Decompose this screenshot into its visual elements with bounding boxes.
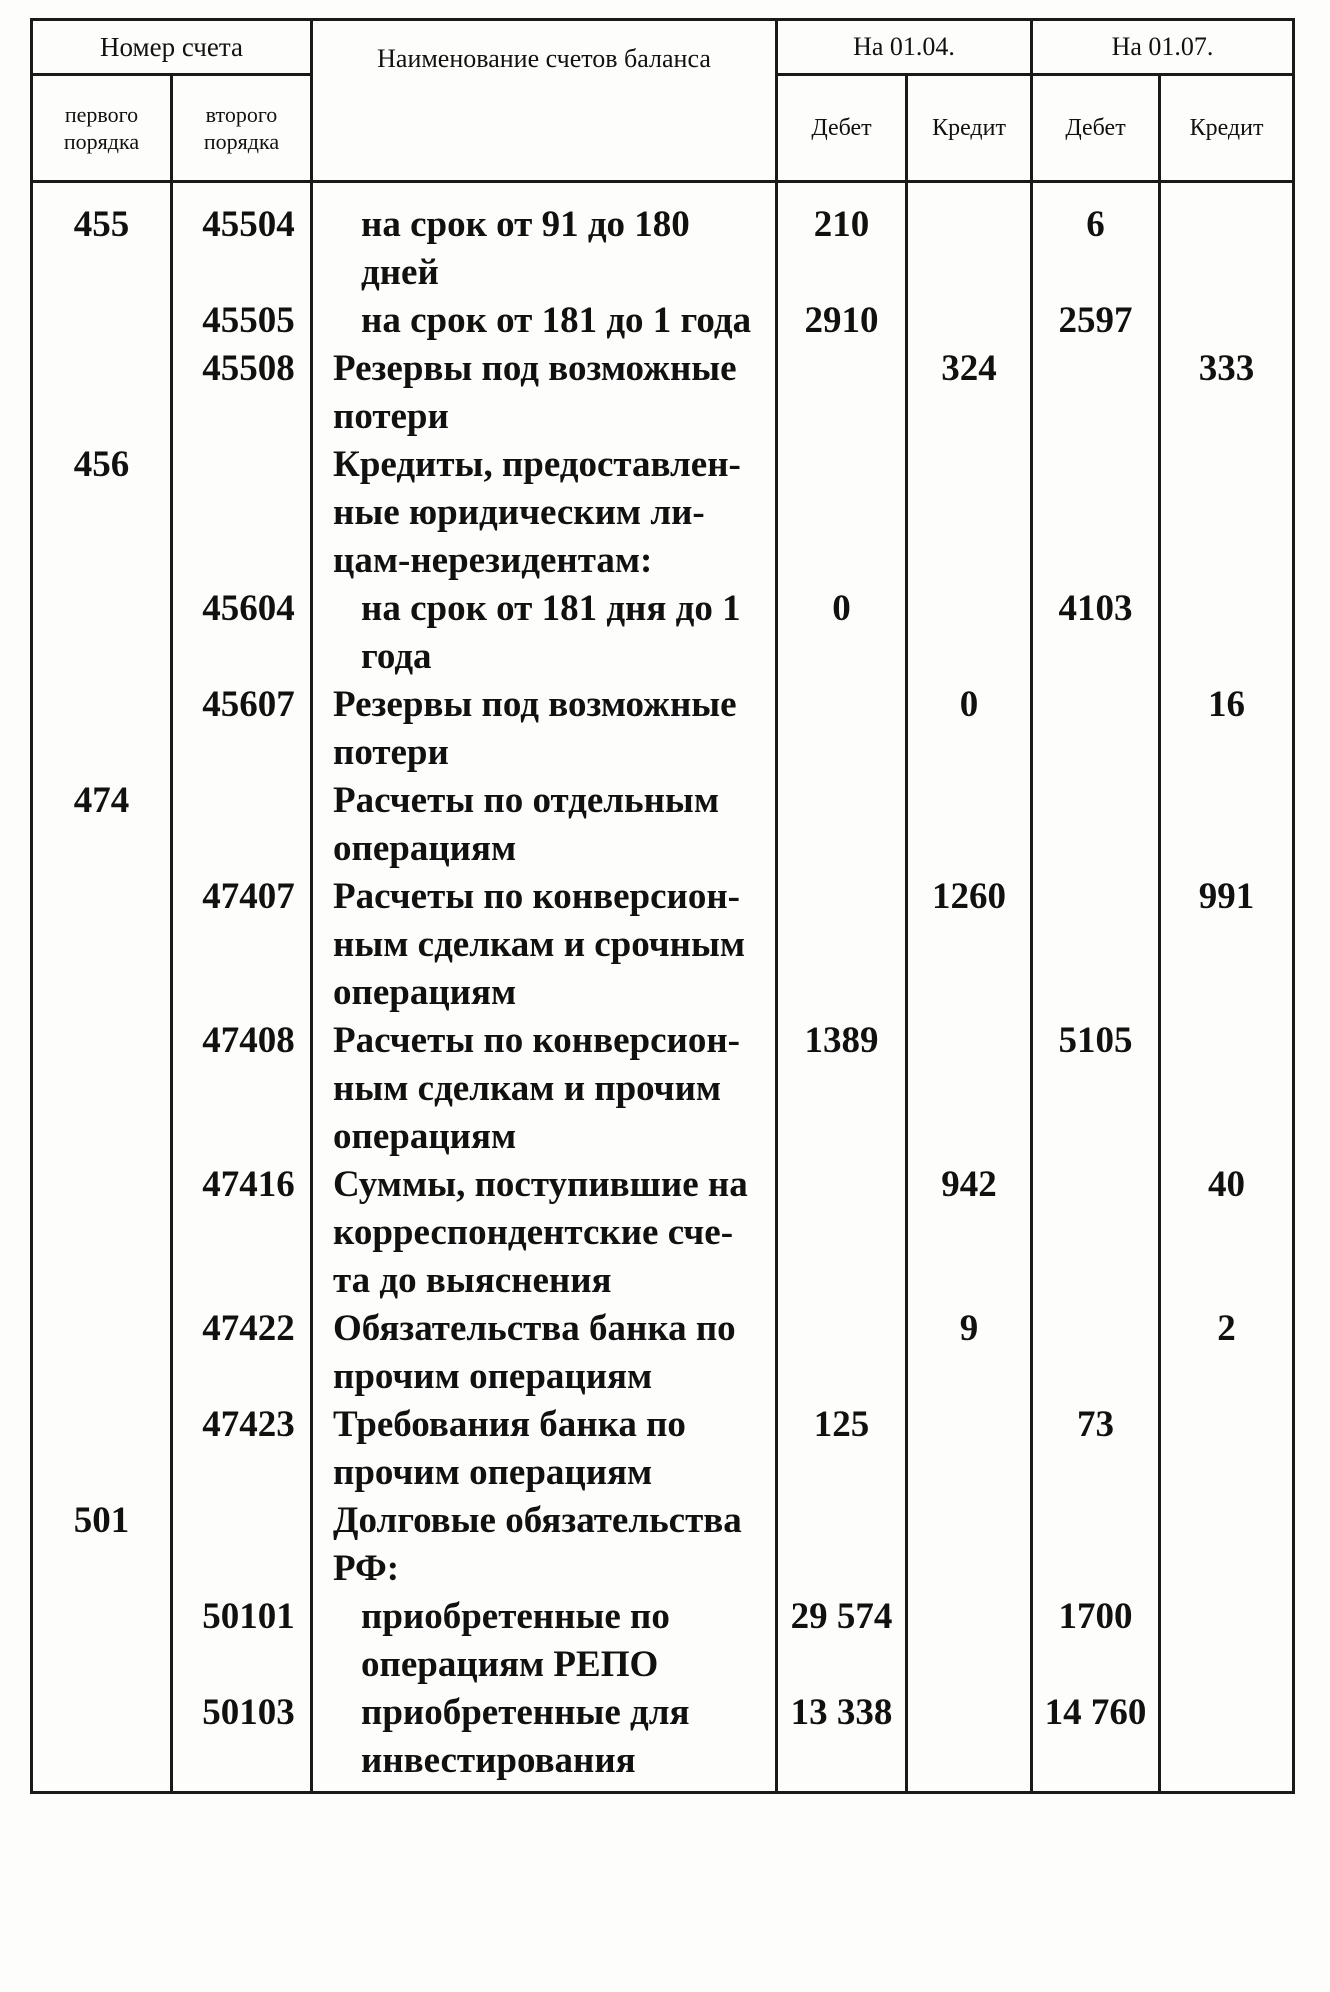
account-name-header: Наименование счетов баланса xyxy=(312,20,777,182)
first-order-account xyxy=(32,1689,172,1793)
period-2-debit: 2597 xyxy=(1032,297,1160,345)
period-1-debit xyxy=(777,441,907,585)
second-order-account: 47416 xyxy=(172,1161,312,1305)
period-2-credit xyxy=(1160,1401,1294,1497)
second-order-account: 45607 xyxy=(172,681,312,777)
period-2-credit xyxy=(1160,297,1294,345)
period-2-credit-header: Кредит xyxy=(1160,75,1294,182)
first-order-account xyxy=(32,1401,172,1497)
first-order-account xyxy=(32,873,172,1017)
table-row xyxy=(32,441,1294,585)
period-1-debit xyxy=(777,345,907,441)
account-name: на срок от 181 дня до 1 года xyxy=(312,585,777,681)
period-2-credit: 333 xyxy=(1160,345,1294,441)
period-2-credit xyxy=(1160,1593,1294,1689)
account-name: Расчеты по конверсион-ным сделкам и прочим операциям xyxy=(312,1017,777,1161)
period-2-debit xyxy=(1032,1497,1160,1593)
period-1-debit xyxy=(777,777,907,873)
period-1-debit: 13 338 xyxy=(777,1689,907,1793)
period-1-credit xyxy=(907,1497,1032,1593)
second-order-header: второго порядка xyxy=(172,75,312,182)
table-header xyxy=(32,20,1294,182)
account-name: приобретенные для инвестирования xyxy=(312,1689,777,1793)
period-1-credit xyxy=(907,777,1032,873)
period-1-debit: 29 574 xyxy=(777,1593,907,1689)
first-order-account xyxy=(32,681,172,777)
period-1-credit: 9 xyxy=(907,1305,1032,1401)
period-2-credit xyxy=(1160,777,1294,873)
period-1-credit-header: Кредит xyxy=(907,75,1032,182)
period-1-debit xyxy=(777,1305,907,1401)
period-2-credit xyxy=(1160,585,1294,681)
second-order-account: 47422 xyxy=(172,1305,312,1401)
period-2-credit: 991 xyxy=(1160,873,1294,1017)
balance-accounts-table xyxy=(30,18,1295,1794)
second-order-account: 50103 xyxy=(172,1689,312,1793)
period-1-credit: 0 xyxy=(907,681,1032,777)
period-1-debit: 2910 xyxy=(777,297,907,345)
table-row xyxy=(32,345,1294,441)
first-order-header: первого порядка xyxy=(32,75,172,182)
account-name: на срок от 181 до 1 года xyxy=(312,297,777,345)
first-order-account: 501 xyxy=(32,1497,172,1593)
table-row xyxy=(32,585,1294,681)
period-1-header: На 01.04. xyxy=(777,20,1032,75)
first-order-account: 456 xyxy=(32,441,172,585)
table-row xyxy=(32,1305,1294,1401)
period-2-credit xyxy=(1160,1017,1294,1161)
period-1-credit xyxy=(907,1401,1032,1497)
period-2-debit: 4103 xyxy=(1032,585,1160,681)
period-2-debit xyxy=(1032,441,1160,585)
first-order-account xyxy=(32,297,172,345)
table-row xyxy=(32,873,1294,1017)
account-name: Резервы под возможные потери xyxy=(312,681,777,777)
period-2-header: На 01.07. xyxy=(1032,20,1294,75)
period-2-credit xyxy=(1160,441,1294,585)
period-2-debit xyxy=(1032,681,1160,777)
account-name: Расчеты по отдельным операциям xyxy=(312,777,777,873)
period-1-debit: 125 xyxy=(777,1401,907,1497)
second-order-account xyxy=(172,777,312,873)
period-1-credit xyxy=(907,585,1032,681)
first-order-account xyxy=(32,1305,172,1401)
period-2-credit xyxy=(1160,1497,1294,1593)
period-1-debit: 0 xyxy=(777,585,907,681)
period-1-debit-header: Дебет xyxy=(777,75,907,182)
table-row xyxy=(32,1017,1294,1161)
period-2-debit: 14 760 xyxy=(1032,1689,1160,1793)
period-2-debit: 73 xyxy=(1032,1401,1160,1497)
table-row xyxy=(32,1593,1294,1689)
period-2-credit xyxy=(1160,1689,1294,1793)
period-1-credit: 324 xyxy=(907,345,1032,441)
period-2-credit: 2 xyxy=(1160,1305,1294,1401)
second-order-account xyxy=(172,1497,312,1593)
period-2-debit: 5105 xyxy=(1032,1017,1160,1161)
second-order-account: 47407 xyxy=(172,873,312,1017)
account-name: приобретенные по операциям РЕПО xyxy=(312,1593,777,1689)
second-order-account: 45505 xyxy=(172,297,312,345)
period-1-credit xyxy=(907,182,1032,298)
period-1-credit: 1260 xyxy=(907,873,1032,1017)
period-2-debit: 6 xyxy=(1032,182,1160,298)
table-row xyxy=(32,182,1294,298)
first-order-account xyxy=(32,1593,172,1689)
first-order-account xyxy=(32,585,172,681)
first-order-account: 455 xyxy=(32,182,172,298)
table-body xyxy=(32,182,1294,1793)
table-row xyxy=(32,1689,1294,1793)
period-1-credit xyxy=(907,1593,1032,1689)
first-order-account: 474 xyxy=(32,777,172,873)
period-2-debit-header: Дебет xyxy=(1032,75,1160,182)
second-order-account: 47408 xyxy=(172,1017,312,1161)
period-2-debit xyxy=(1032,345,1160,441)
period-2-credit xyxy=(1160,182,1294,298)
second-order-account xyxy=(172,441,312,585)
table-row xyxy=(32,1401,1294,1497)
period-1-debit: 1389 xyxy=(777,1017,907,1161)
account-name: Суммы, поступившие на корреспондентские сче-та до выяснения xyxy=(312,1161,777,1305)
period-2-debit xyxy=(1032,1305,1160,1401)
period-2-credit: 16 xyxy=(1160,681,1294,777)
period-1-debit xyxy=(777,1161,907,1305)
period-1-debit xyxy=(777,1497,907,1593)
account-name: Долговые обязательства РФ: xyxy=(312,1497,777,1593)
period-2-debit xyxy=(1032,777,1160,873)
balance-sheet-page xyxy=(30,18,1292,1968)
account-number-header: Номер счета xyxy=(32,20,312,75)
account-name: Расчеты по конверсион-ным сделкам и срочным операциям xyxy=(312,873,777,1017)
period-1-debit xyxy=(777,873,907,1017)
first-order-account xyxy=(32,345,172,441)
table-row xyxy=(32,1161,1294,1305)
period-2-debit: 1700 xyxy=(1032,1593,1160,1689)
account-name: Резервы под возможные потери xyxy=(312,345,777,441)
second-order-account: 45604 xyxy=(172,585,312,681)
period-1-debit: 210 xyxy=(777,182,907,298)
account-name: на срок от 91 до 180 дней xyxy=(312,182,777,298)
period-2-credit: 40 xyxy=(1160,1161,1294,1305)
table-row xyxy=(32,297,1294,345)
table-row xyxy=(32,777,1294,873)
table-row xyxy=(32,681,1294,777)
period-2-debit xyxy=(1032,1161,1160,1305)
first-order-account xyxy=(32,1017,172,1161)
second-order-account: 50101 xyxy=(172,1593,312,1689)
period-1-credit: 942 xyxy=(907,1161,1032,1305)
period-2-debit xyxy=(1032,873,1160,1017)
period-1-credit xyxy=(907,441,1032,585)
first-order-account xyxy=(32,1161,172,1305)
period-1-credit xyxy=(907,1689,1032,1793)
second-order-account: 45504 xyxy=(172,182,312,298)
period-1-debit xyxy=(777,681,907,777)
account-name: Обязательства банка по прочим операциям xyxy=(312,1305,777,1401)
second-order-account: 45508 xyxy=(172,345,312,441)
second-order-account: 47423 xyxy=(172,1401,312,1497)
period-1-credit xyxy=(907,297,1032,345)
period-1-credit xyxy=(907,1017,1032,1161)
table-row xyxy=(32,1497,1294,1593)
account-name: Требования банка по прочим операциям xyxy=(312,1401,777,1497)
account-name: Кредиты, предоставлен-ные юридическим ли-цам-нерезидентам: xyxy=(312,441,777,585)
